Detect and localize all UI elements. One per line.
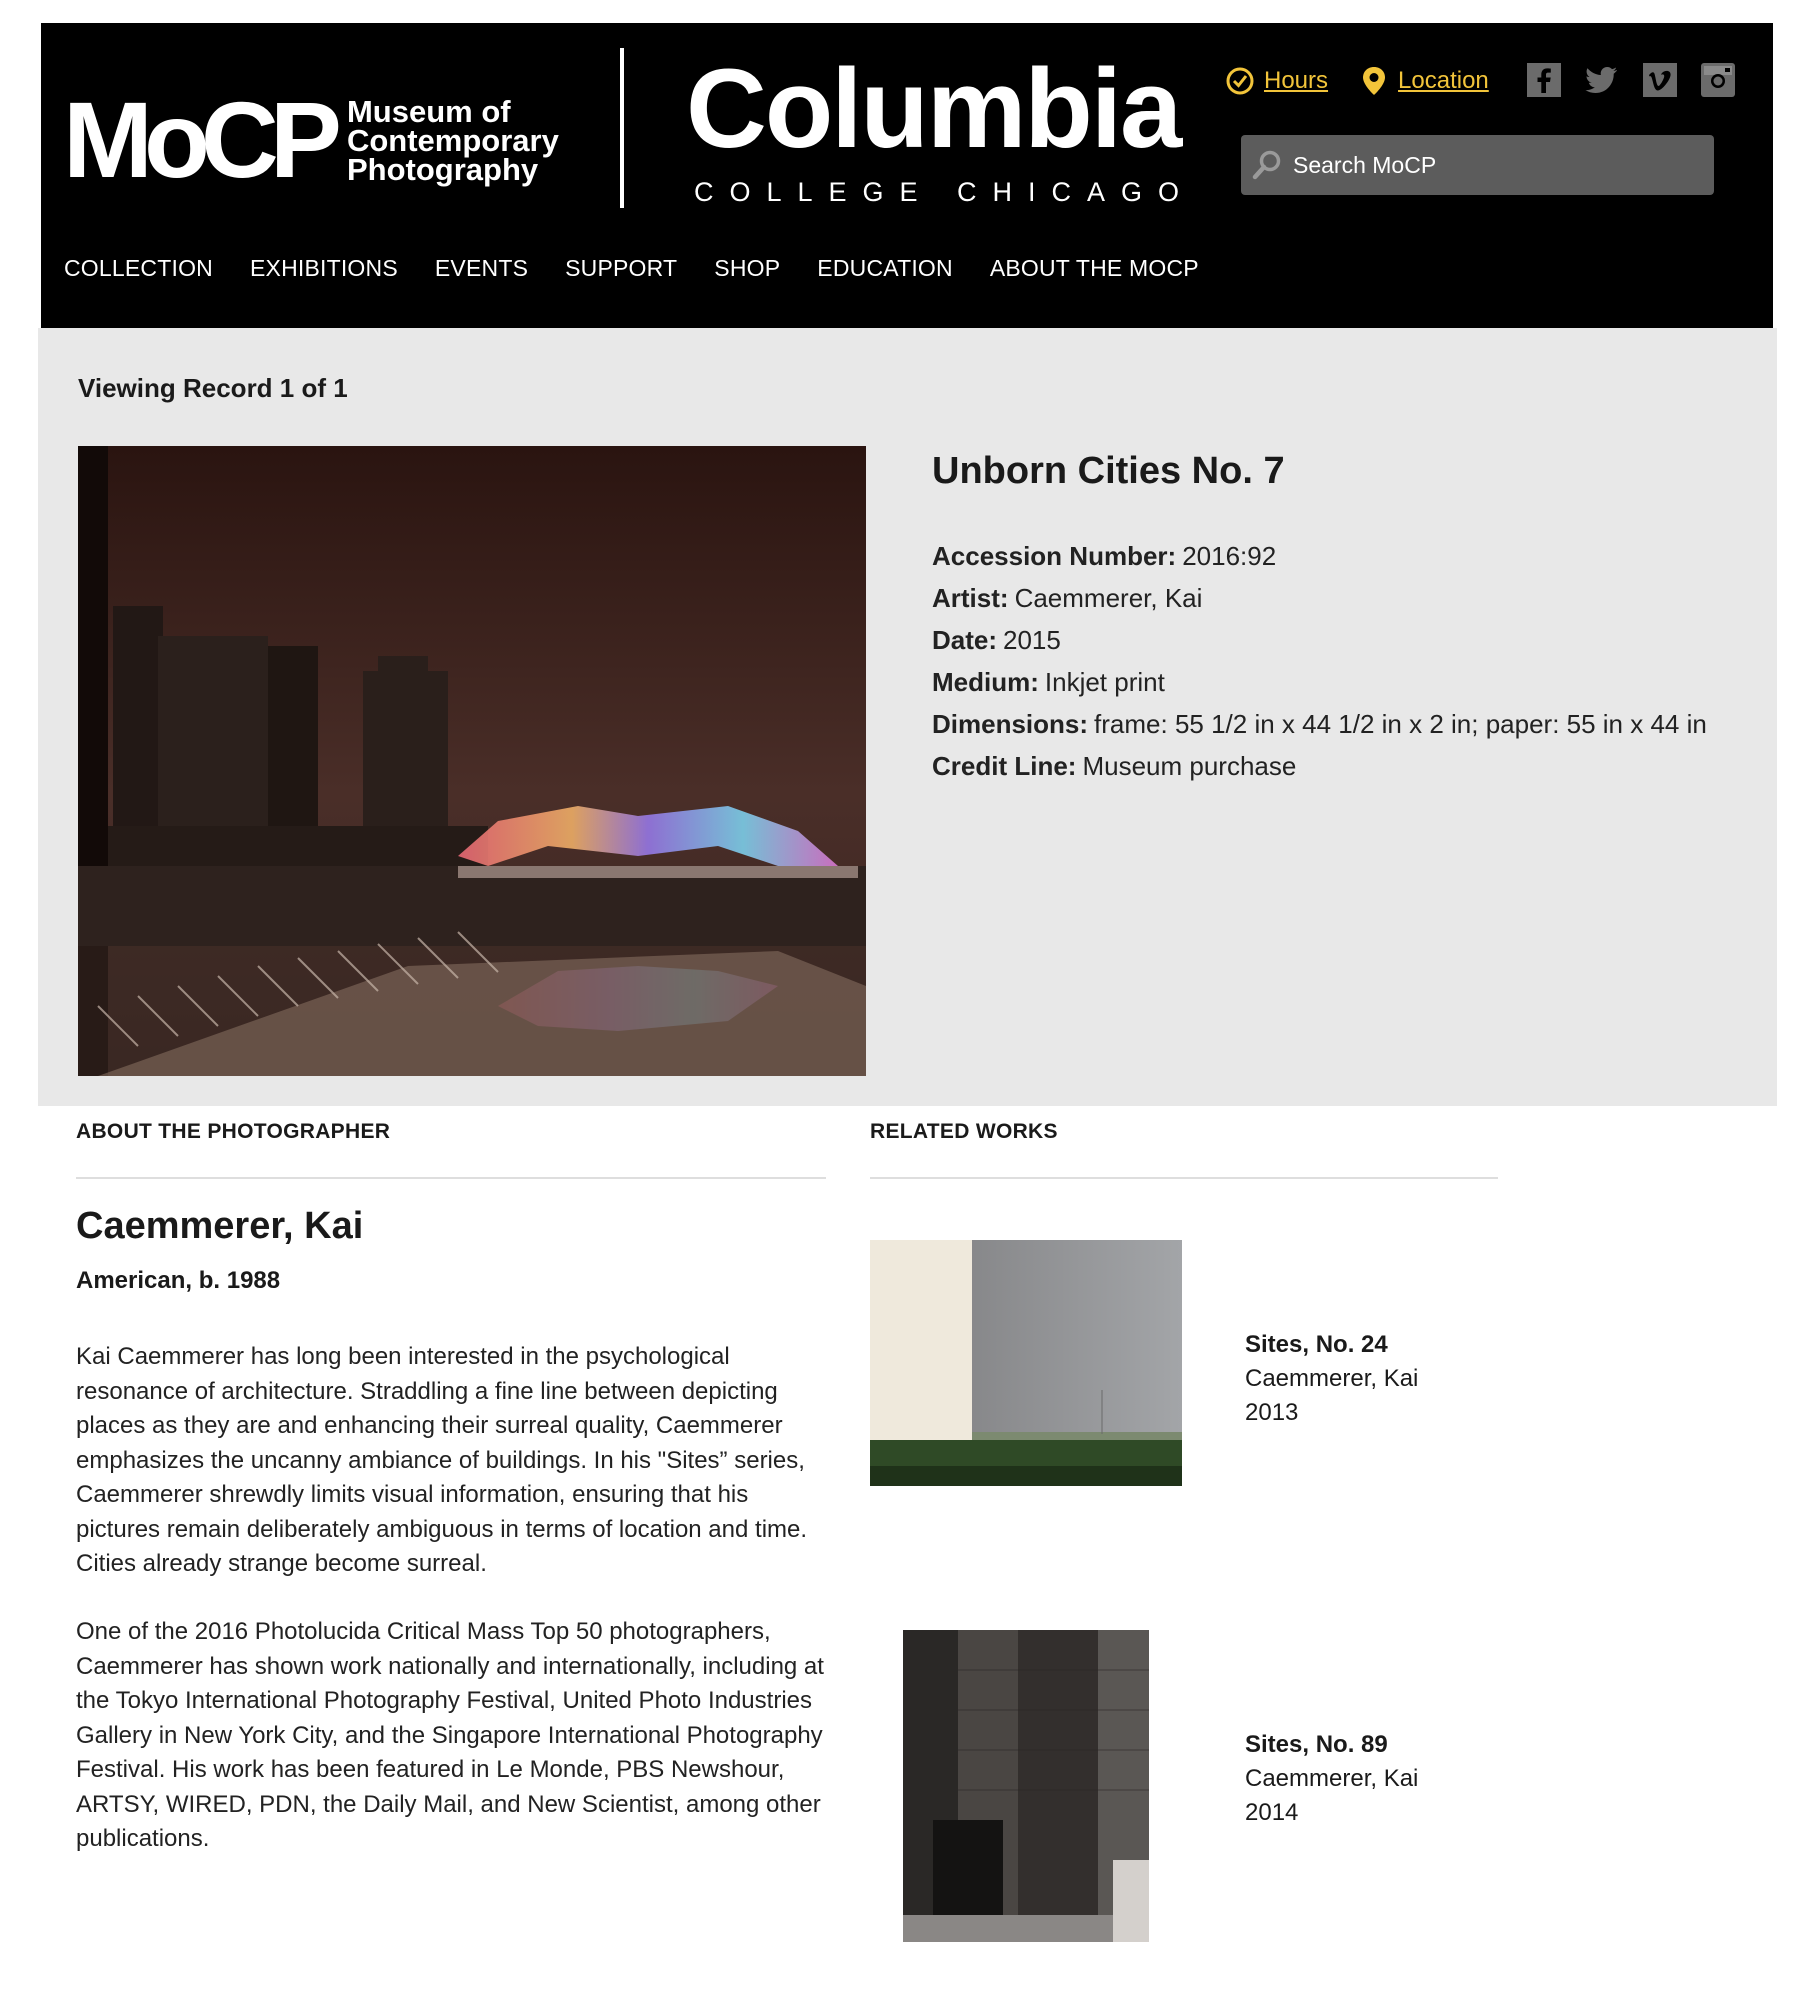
field-artist bbox=[932, 577, 1772, 619]
record-details bbox=[932, 450, 1772, 787]
related-divider bbox=[870, 1177, 1498, 1179]
columbia-name: Columbia bbox=[686, 46, 1181, 171]
site-header bbox=[41, 23, 1773, 328]
mocp-logo-words bbox=[346, 93, 559, 187]
artwork-title: Unborn Cities No. 7 bbox=[932, 450, 1285, 492]
related-heading: RELATED WORKS bbox=[870, 1120, 1058, 1143]
related-work-title[interactable]: Sites, No. 89 bbox=[1245, 1731, 1388, 1758]
field-value: frame: 55 1/2 in x 44 1/2 in x 2 in; paper: 55 in x 44 in bbox=[1094, 709, 1707, 739]
field-value: 2015 bbox=[1003, 625, 1061, 655]
bio-paragraph: Kai Caemmerer has long been interested in the psychological resonance of architecture. Straddling a fine line between depicting places as they are and enhancing their surreal quality, Caemmerer emphasizes the uncanny ambiance of buildings. In his "Sites” series, Caemmerer shrewdly limits visual information, ensuring that his pictures remain deliberately ambiguous in terms of location and time. Cities already strange become surreal. bbox=[76, 1343, 808, 1577]
related-work-title[interactable]: Sites, No. 24 bbox=[1245, 1331, 1388, 1358]
nav-item-events[interactable]: EVENTS bbox=[434, 255, 529, 281]
field-value: Caemmerer, Kai bbox=[1014, 583, 1203, 613]
logo-word: Photography bbox=[346, 151, 539, 187]
field-label: Artist: bbox=[932, 583, 1009, 613]
related-work-year: 2013 bbox=[1245, 1399, 1299, 1426]
utility-links bbox=[1224, 58, 1519, 103]
hours-link-group[interactable] bbox=[1224, 65, 1328, 97]
field-value: Inkjet print bbox=[1044, 667, 1165, 697]
search-input[interactable] bbox=[1291, 151, 1695, 180]
photographer-nationality: American, b. 1988 bbox=[76, 1267, 281, 1294]
clock-icon bbox=[1224, 65, 1256, 97]
field-value: Museum purchase bbox=[1082, 751, 1297, 781]
photographer-name: Caemmerer, Kai bbox=[76, 1205, 364, 1247]
mocp-logo-mark: MoCP bbox=[63, 79, 333, 200]
hours-link[interactable]: Hours bbox=[1264, 66, 1329, 94]
related-work-artist: Caemmerer, Kai bbox=[1245, 1365, 1419, 1392]
field-label: Date: bbox=[932, 625, 998, 655]
artwork-image[interactable] bbox=[78, 446, 866, 1076]
related-work-item[interactable] bbox=[870, 1240, 1510, 1490]
logo-word: Museum of bbox=[346, 93, 511, 129]
related-work-info bbox=[1245, 1728, 1418, 1830]
related-work-thumbnail[interactable] bbox=[870, 1240, 1182, 1486]
nav-item-shop[interactable]: SHOP bbox=[714, 255, 781, 281]
about-divider bbox=[76, 1177, 826, 1179]
logo-divider bbox=[620, 48, 624, 208]
nav-item-education[interactable]: EDUCATION bbox=[817, 255, 953, 281]
nav-item-exhibitions[interactable]: EXHIBITIONS bbox=[249, 255, 398, 281]
mocp-logo[interactable] bbox=[63, 75, 559, 205]
logo-word: Contemporary bbox=[346, 122, 559, 158]
vimeo-icon[interactable] bbox=[1643, 63, 1677, 97]
field-medium bbox=[932, 661, 1772, 703]
field-credit-line bbox=[932, 745, 1772, 787]
location-pin-icon bbox=[1358, 65, 1390, 97]
nav-item-collection[interactable]: COLLECTION bbox=[64, 255, 213, 281]
field-label: Medium: bbox=[932, 667, 1039, 697]
nav-item-support[interactable]: SUPPORT bbox=[565, 255, 678, 281]
related-work-year: 2014 bbox=[1245, 1799, 1299, 1826]
field-label: Credit Line: bbox=[932, 751, 1077, 781]
related-work-artist: Caemmerer, Kai bbox=[1245, 1765, 1419, 1792]
record-panel bbox=[38, 328, 1777, 1106]
search-icon bbox=[1251, 149, 1283, 181]
related-work-thumbnail[interactable] bbox=[903, 1630, 1149, 1942]
nav-item-about[interactable]: ABOUT THE MOCP bbox=[989, 255, 1199, 281]
field-label: Dimensions: bbox=[932, 709, 1089, 739]
viewing-record-count: Viewing Record 1 of 1 bbox=[78, 373, 348, 403]
field-label: Accession Number: bbox=[932, 541, 1177, 571]
field-date bbox=[932, 619, 1772, 661]
field-dimensions bbox=[932, 703, 1772, 745]
social-links bbox=[1527, 63, 1759, 97]
related-work-info bbox=[1245, 1328, 1418, 1430]
bio-paragraph: One of the 2016 Photolucida Critical Mass Top 50 photographers, Caemmerer has shown work nationally and internationally, including at the Tokyo International Photography Festival, United Photo Industries Gallery in New York City, and the Singapore International Photography Festival. His work has been featured in Le Monde, PBS Newshour, ARTSY, WIRED, PDN, the Daily Mail, and New Scientist, among other publications. bbox=[76, 1618, 824, 1852]
main-nav bbox=[64, 255, 1236, 282]
columbia-logo[interactable] bbox=[686, 46, 1226, 208]
twitter-icon[interactable] bbox=[1585, 63, 1619, 97]
field-value: 2016:92 bbox=[1182, 541, 1277, 571]
related-work-item[interactable] bbox=[870, 1630, 1510, 1950]
search-box[interactable] bbox=[1241, 135, 1714, 195]
location-link[interactable]: Location bbox=[1398, 66, 1489, 94]
about-heading: ABOUT THE PHOTOGRAPHER bbox=[76, 1120, 391, 1143]
field-accession bbox=[932, 535, 1772, 577]
facebook-icon[interactable] bbox=[1527, 63, 1561, 97]
instagram-icon[interactable] bbox=[1701, 63, 1735, 97]
location-link-group[interactable] bbox=[1358, 65, 1489, 97]
columbia-subtitle: COLLEGE CHICAGO bbox=[694, 177, 1196, 207]
